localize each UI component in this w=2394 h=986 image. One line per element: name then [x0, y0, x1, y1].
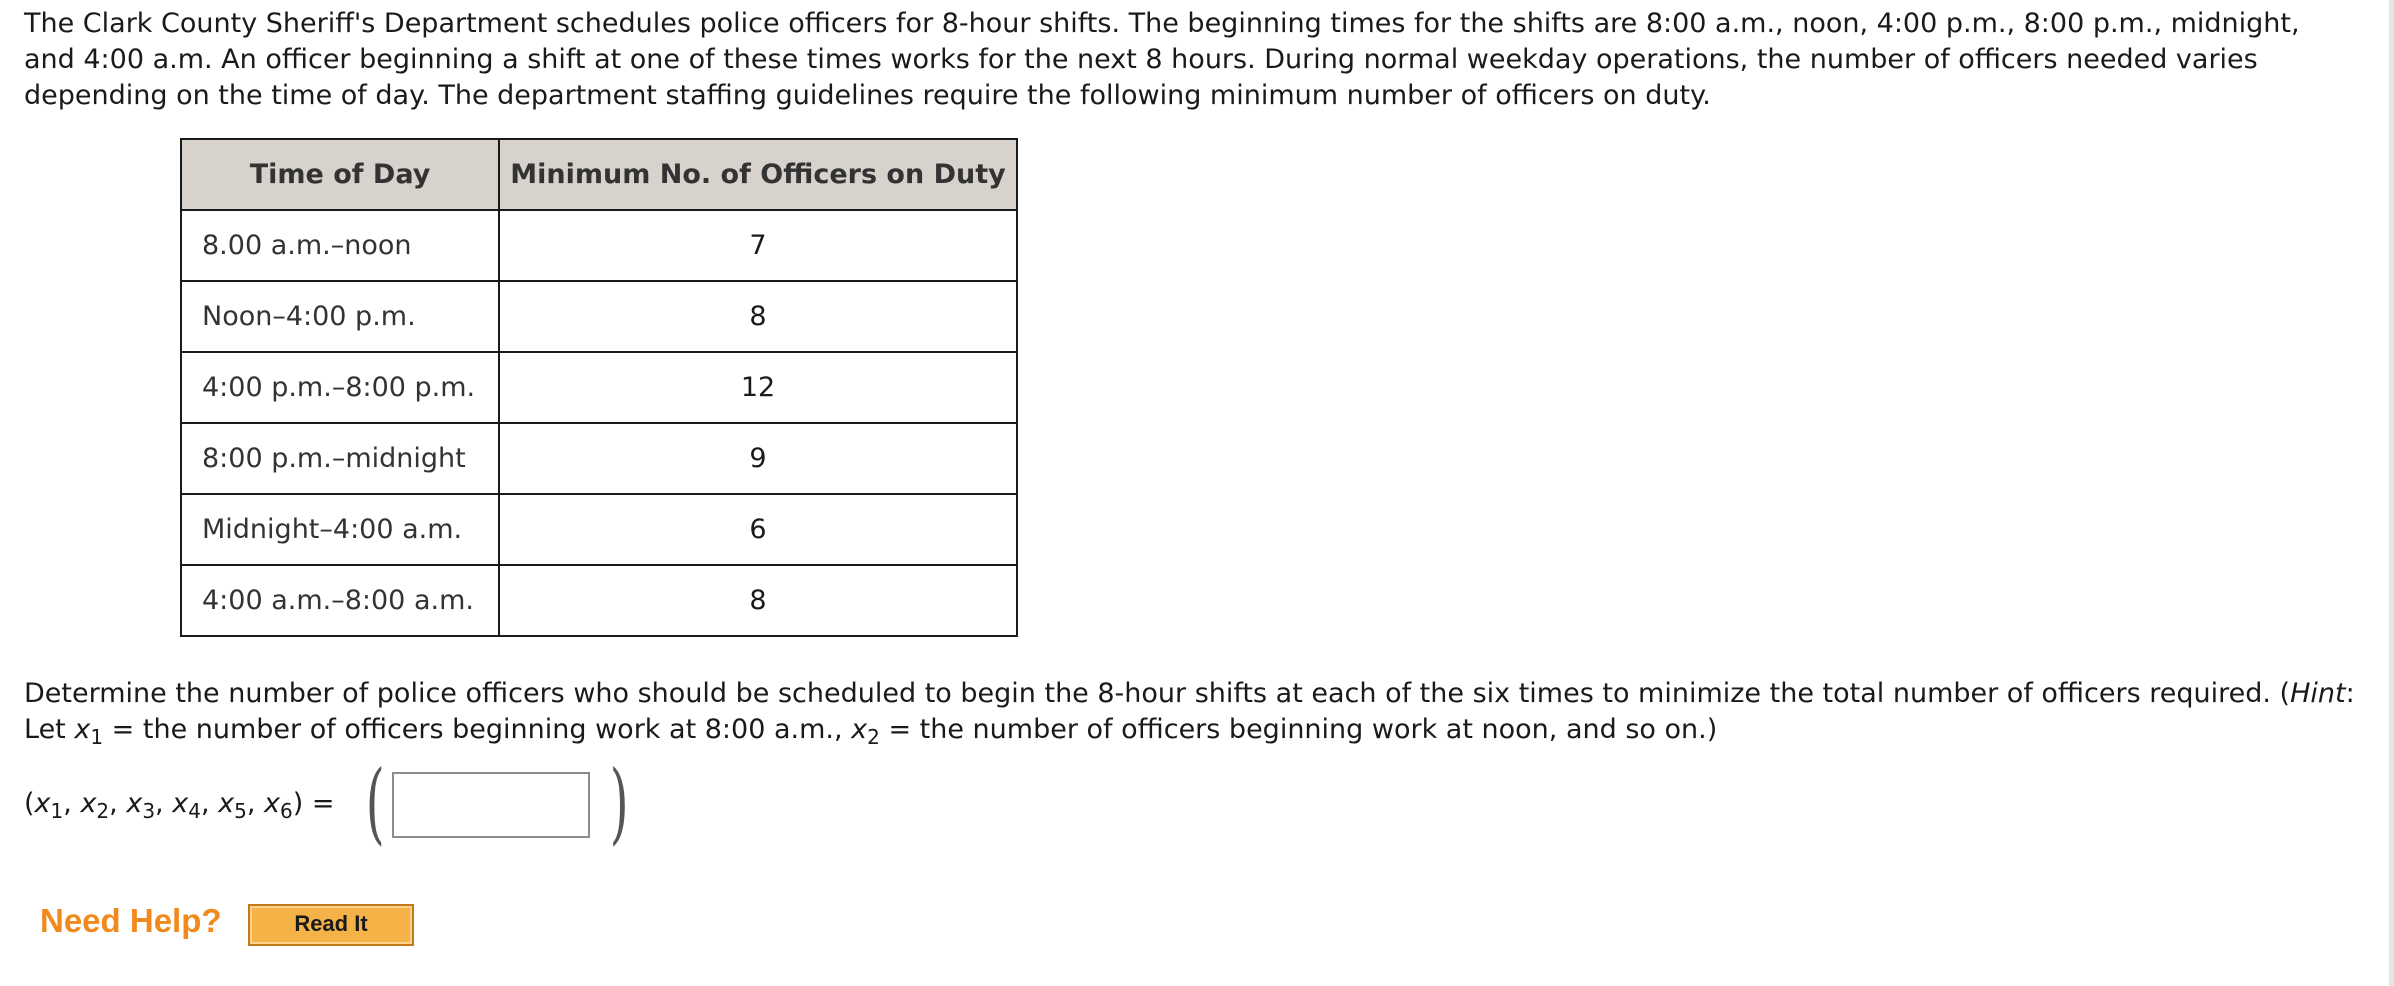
question-text [24, 676, 2364, 748]
table-row [181, 494, 1017, 565]
label-open-paren: ( [24, 788, 35, 819]
page-edge-scrollbar [2389, 0, 2394, 986]
variable-subscript: 4 [188, 799, 201, 823]
left-paren: ( [365, 751, 385, 854]
variable-subscript: 6 [279, 799, 293, 823]
variable-subscript: 1 [50, 799, 64, 823]
variable-x: x [172, 788, 189, 819]
label-close-equals: ) = [292, 788, 335, 819]
hint-label: Hint [2290, 678, 2346, 709]
header-time-of-day: Time of Day [181, 139, 499, 210]
variable-x: x [126, 788, 143, 819]
variable-subscript: 5 [234, 799, 247, 823]
time-cell: 4:00 p.m.–8:00 p.m. [181, 352, 499, 423]
header-min-officers: Minimum No. of Officers on Duty [499, 139, 1017, 210]
question-part: = the number of officers beginning work at 8:00 a.m., [103, 714, 852, 745]
time-cell: 4:00 a.m.–8:00 a.m. [181, 565, 499, 636]
officers-cell: 7 [499, 210, 1017, 281]
read-it-button[interactable]: Read It [248, 904, 414, 946]
table-row [181, 423, 1017, 494]
table-row [181, 565, 1017, 636]
variable-subscript: 1 [90, 725, 104, 749]
right-paren: ) [609, 751, 629, 854]
officers-cell: 8 [499, 281, 1017, 352]
variable-subscript: 2 [96, 799, 110, 823]
question-part: Determine the number of police officers who should be scheduled to begin the 8-hour shifts at each of the six times to minimize the total number of officers required. ( [24, 678, 2291, 709]
question-part: : Let [24, 678, 2355, 745]
need-help-label: Need Help? [40, 902, 222, 939]
time-cell: 8.00 a.m.–noon [181, 210, 499, 281]
time-cell: Noon–4:00 p.m. [181, 281, 499, 352]
answer-label: ($x_1$, $x_2$, $x_3$, $x_4$, $x_5$, $x_6$) = [24, 788, 335, 823]
officers-cell: 8 [499, 565, 1017, 636]
variable-x: x [34, 788, 51, 819]
answer-input[interactable] [392, 772, 590, 838]
table-row [181, 281, 1017, 352]
variable-x: x [218, 788, 235, 819]
officers-cell: 6 [499, 494, 1017, 565]
variable-x: x [264, 788, 280, 819]
table-header-row [181, 139, 1017, 210]
time-cell: Midnight–4:00 a.m. [181, 494, 499, 565]
question-part: = the number of officers beginning work at noon, and so on.) [879, 714, 1718, 745]
variable-subscript: 3 [142, 799, 156, 823]
officers-cell: 9 [499, 423, 1017, 494]
time-cell: 8:00 p.m.–midnight [181, 423, 499, 494]
staffing-table [180, 138, 1018, 637]
officers-cell: 12 [499, 352, 1017, 423]
variable-x: x [80, 788, 97, 819]
variable-x: x [851, 714, 868, 745]
problem-statement: The Clark County Sheriff's Department schedules police officers for 8-hour shifts. The beginning times for the shifts are 8:00 a.m., noon, 4:00 p.m., 8:00 p.m., midnight, and 4:00 a.m. An officer beginning a shift at one of these times works for the next 8 hours. During normal weekday operations, the number of officers needed varies depending on the time of day. The department staffing guidelines require the following minimum number of officers on duty. [24, 8, 2300, 111]
variable-x: x [74, 714, 91, 745]
table-row [181, 210, 1017, 281]
variable-subscript: 2 [867, 725, 880, 749]
table-row [181, 352, 1017, 423]
